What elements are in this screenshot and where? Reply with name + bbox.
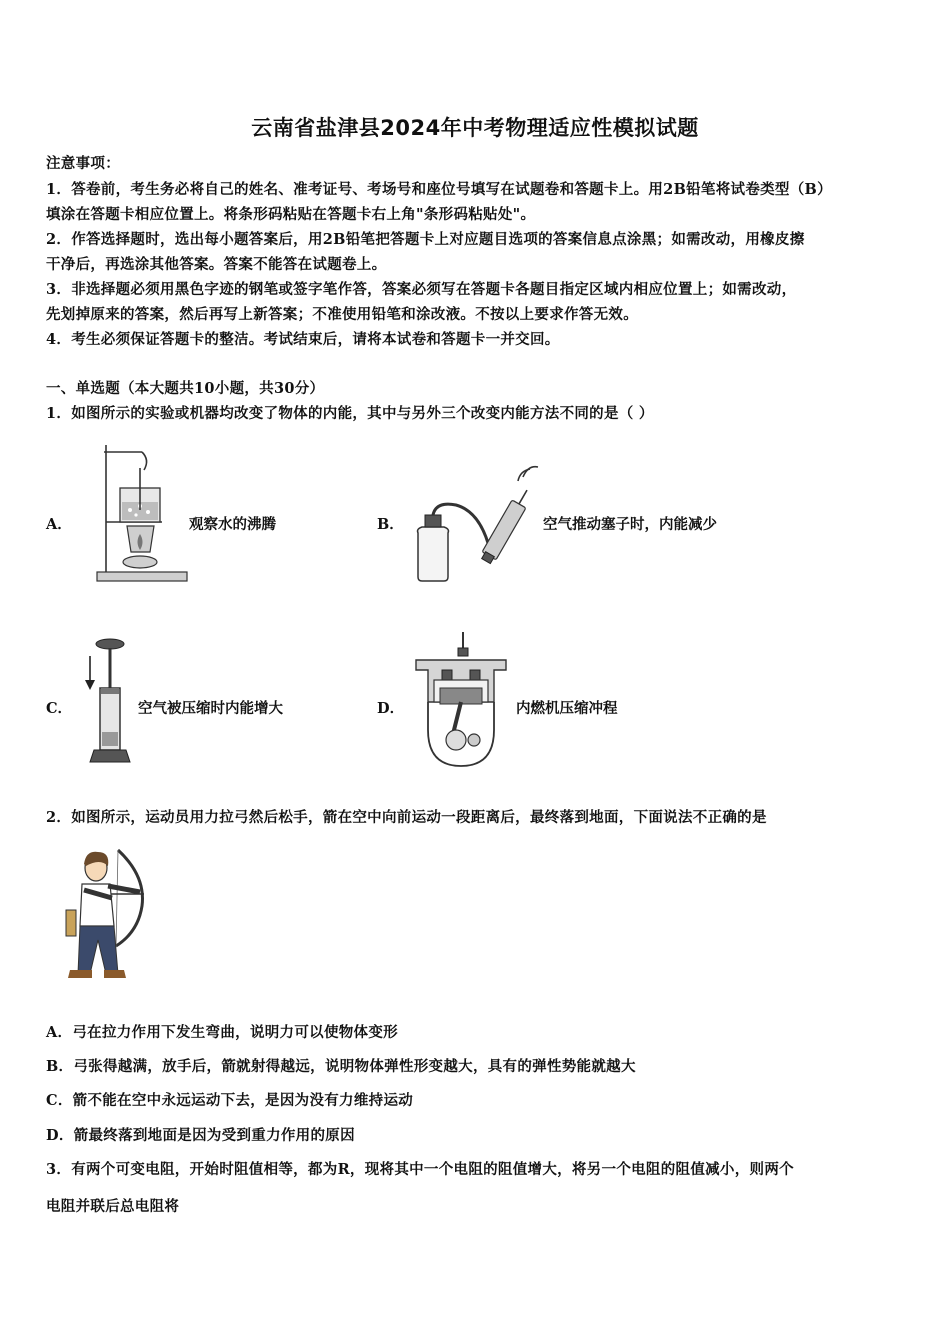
q2-option-d[interactable]: D．箭最终落到地面是因为受到重力作用的原因	[46, 1127, 355, 1144]
notice-line: 1．答卷前，考生务必将自己的姓名、准考证号、考场号和座位号填写在试题卷和答题卡上。用2B铅笔将试卷类型（B）	[46, 181, 832, 198]
option-c-caption: 空气被压缩时内能增大	[138, 700, 283, 717]
notice-heading: 注意事项：	[46, 155, 120, 172]
question-3-stem-cont: 电阻并联后总电阻将	[46, 1198, 180, 1215]
option-b-letter[interactable]: B．	[377, 516, 404, 533]
option-a-letter[interactable]: A．	[46, 516, 72, 533]
option-c-letter[interactable]: C．	[46, 700, 73, 717]
notice-line: 干净后，再选涂其他答案。答案不能答在试题卷上。	[46, 256, 387, 273]
option-d-letter[interactable]: D．	[377, 700, 405, 717]
q2-option-c[interactable]: C．箭不能在空中永远运动下去，是因为没有力维持运动	[46, 1092, 414, 1109]
question-3-stem: 3．有两个可变电阻，开始时阻值相等，都为R，现将其中一个电阻的阻值增大，将另一个电阻的阻值减小，则两个	[46, 1161, 794, 1178]
section-heading: 一、单选题（本大题共10小题，共30分）	[46, 380, 325, 397]
air-pump-bottle-icon	[408, 463, 543, 583]
archer-drawing-bow-icon	[56, 846, 148, 986]
notice-line: 3．非选择题必须用黑色字迹的钢笔或签字笔作答，答案必须写在答题卡各题目指定区域内相应位置上；如需改动，	[46, 281, 797, 298]
question-2-stem: 2．如图所示，运动员用力拉弓然后松手，箭在空中向前运动一段距离后，最终落到地面，下面说法不正确的是	[46, 809, 767, 826]
notice-line: 填涂在答题卡相应位置上。将条形码粘贴在答题卡右上角"条形码粘贴处"。	[46, 206, 536, 223]
notice-line: 2．作答选择题时，选出每小题答案后，用2B铅笔把答题卡上对应题目选项的答案信息点涂黑；如需改动，用橡皮擦	[46, 231, 805, 248]
option-b-caption: 空气推动塞子时，内能减少	[543, 516, 717, 533]
option-d-caption: 内燃机压缩冲程	[516, 700, 618, 717]
option-a-caption: 观察水的沸腾	[189, 516, 276, 533]
engine-compression-stroke-icon	[408, 630, 514, 772]
q2-option-a[interactable]: A．弓在拉力作用下发生弯曲，说明力可以使物体变形	[46, 1024, 398, 1041]
boiling-water-apparatus-icon	[92, 440, 192, 585]
q2-option-b[interactable]: B．弓张得越满，放手后，箭就射得越远，说明物体弹性形变越大，具有的弹性势能就越大	[46, 1058, 636, 1075]
notice-line: 4．考生必须保证答题卡的整洁。考试结束后，请将本试卷和答题卡一并交回。	[46, 331, 560, 348]
question-1-stem: 1．如图所示的实验或机器均改变了物体的内能，其中与另外三个改变内能方法不同的是（ ）	[46, 405, 654, 422]
compression-cylinder-icon	[80, 636, 135, 768]
page-title: 云南省盐津县2024年中考物理适应性模拟试题	[251, 116, 699, 140]
notice-line: 先划掉原来的答案，然后再写上新答案；不准使用铅笔和涂改液。不按以上要求作答无效。	[46, 306, 638, 323]
